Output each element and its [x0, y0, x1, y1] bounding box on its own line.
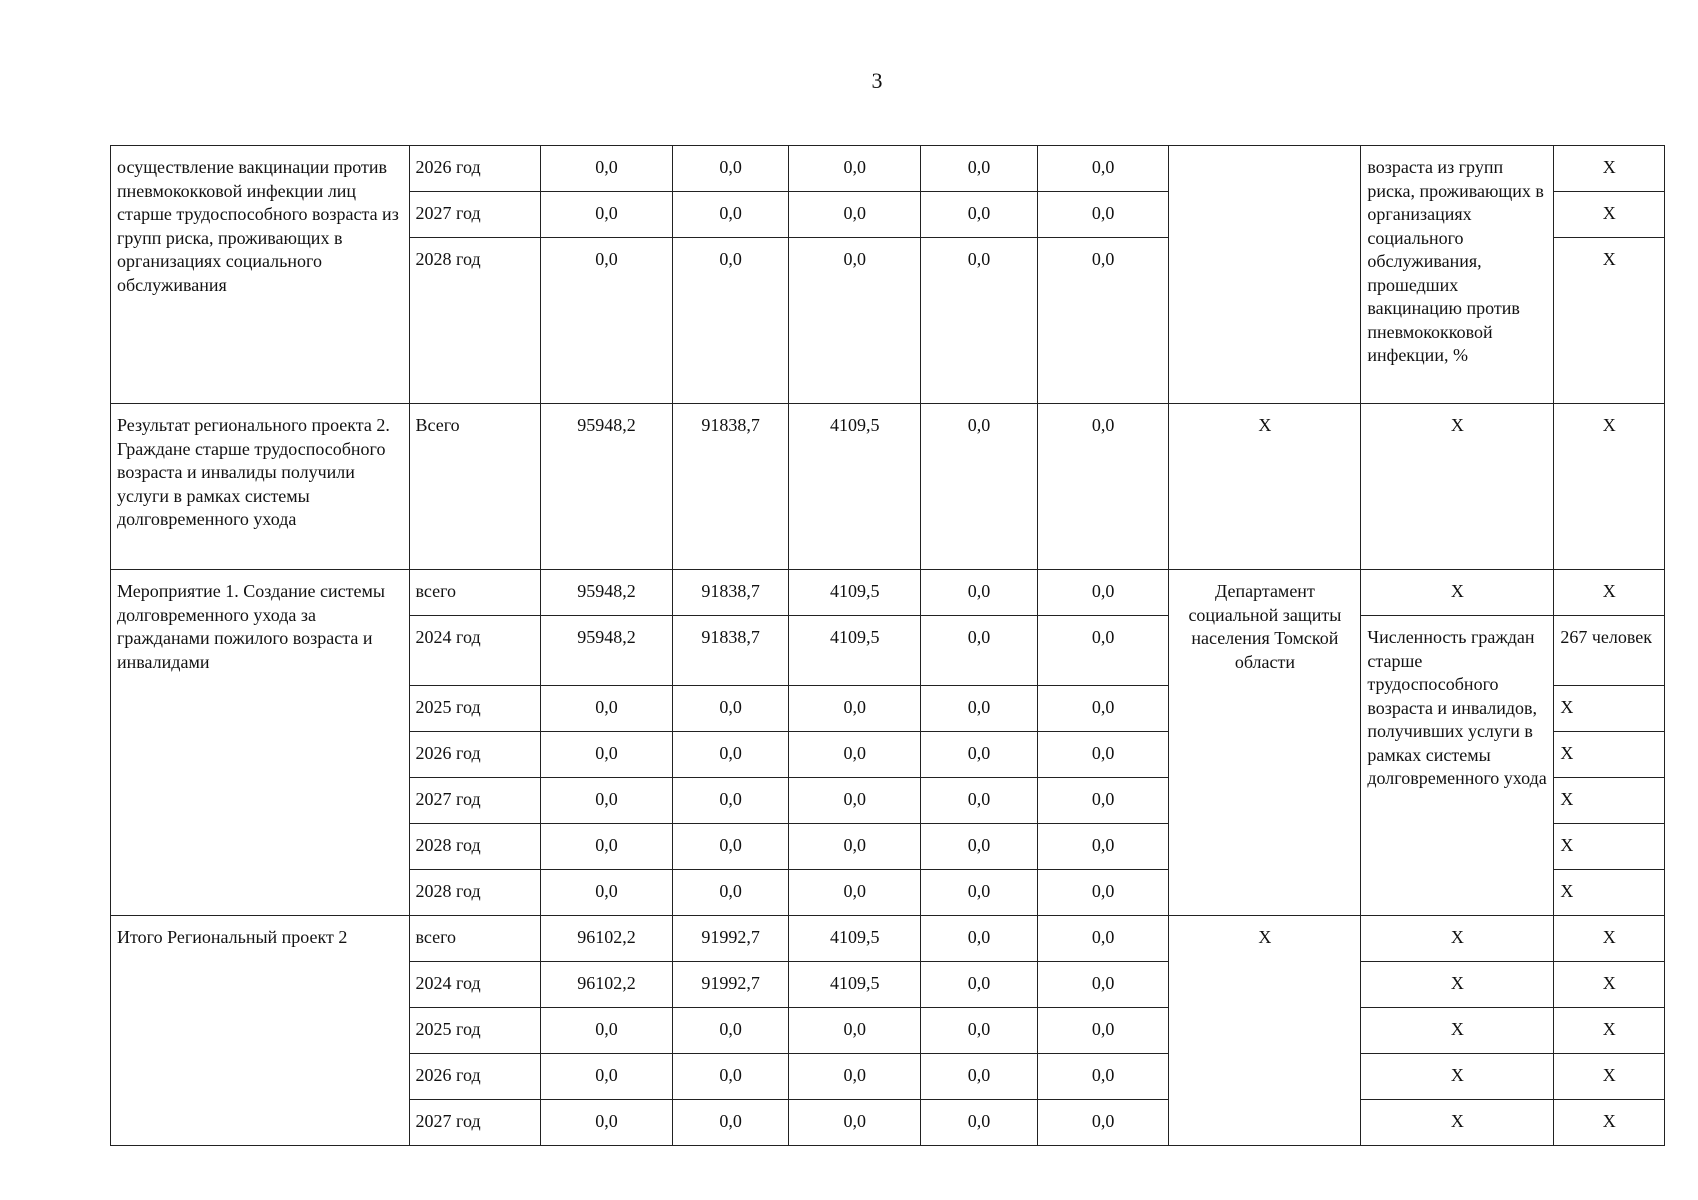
- year-cell: 2028 год: [409, 870, 541, 916]
- responsible-cell: Департамент социальной защиты населения Томской области: [1169, 570, 1361, 916]
- value-cell: 0,0: [541, 778, 673, 824]
- value-cell: 0,0: [1037, 238, 1169, 404]
- value-cell: 0,0: [921, 824, 1038, 870]
- year-cell: 2027 год: [409, 192, 541, 238]
- value-cell: 0,0: [672, 192, 789, 238]
- value-cell: 0,0: [672, 238, 789, 404]
- value-cell: 0,0: [672, 1008, 789, 1054]
- value-cell: 0,0: [921, 962, 1038, 1008]
- target-value-cell: Х: [1554, 1054, 1665, 1100]
- value-cell: 0,0: [789, 824, 921, 870]
- value-cell: 0,0: [921, 570, 1038, 616]
- value-cell: 0,0: [672, 1100, 789, 1146]
- value-cell: 0,0: [921, 404, 1038, 570]
- value-cell: 95948,2: [541, 616, 673, 686]
- measure-name: Мероприятие 1. Создание системы долговременного ухода за гражданами пожилого возраста и инвалидами: [111, 570, 410, 916]
- value-cell: 0,0: [921, 238, 1038, 404]
- value-cell: 0,0: [789, 192, 921, 238]
- value-cell: 0,0: [789, 778, 921, 824]
- value-cell: 91992,7: [672, 962, 789, 1008]
- measure-name: осуществление вакцинации против пневмококковой инфекции лиц старше трудоспособного возраста из групп риска, проживающих в организациях социального обслуживания: [111, 146, 410, 404]
- target-value-cell: Х: [1554, 1100, 1665, 1146]
- year-cell: 2026 год: [409, 732, 541, 778]
- value-cell: 0,0: [541, 824, 673, 870]
- value-cell: 4109,5: [789, 404, 921, 570]
- value-cell: 0,0: [541, 870, 673, 916]
- value-cell: 4109,5: [789, 616, 921, 686]
- value-cell: 91838,7: [672, 616, 789, 686]
- responsible-cell: Х: [1169, 916, 1361, 1146]
- target-value-cell: Х: [1554, 404, 1665, 570]
- year-cell: Всего: [409, 404, 541, 570]
- value-cell: 0,0: [1037, 916, 1169, 962]
- value-cell: 4109,5: [789, 916, 921, 962]
- value-cell: 0,0: [541, 686, 673, 732]
- value-cell: 0,0: [789, 238, 921, 404]
- value-cell: 4109,5: [789, 962, 921, 1008]
- indicator-cell: Х: [1361, 404, 1554, 570]
- indicator-cell: Х: [1361, 1054, 1554, 1100]
- indicator-cell: Х: [1361, 1100, 1554, 1146]
- value-cell: 0,0: [1037, 404, 1169, 570]
- value-cell: 0,0: [1037, 824, 1169, 870]
- value-cell: 0,0: [921, 192, 1038, 238]
- value-cell: 0,0: [541, 1008, 673, 1054]
- value-cell: 0,0: [672, 686, 789, 732]
- value-cell: 91992,7: [672, 916, 789, 962]
- value-cell: 0,0: [921, 616, 1038, 686]
- value-cell: 0,0: [672, 146, 789, 192]
- value-cell: 0,0: [921, 1100, 1038, 1146]
- value-cell: 0,0: [789, 1054, 921, 1100]
- value-cell: 0,0: [672, 824, 789, 870]
- year-cell: 2028 год: [409, 824, 541, 870]
- value-cell: 96102,2: [541, 916, 673, 962]
- table-row: [111, 570, 1665, 616]
- year-cell: 2026 год: [409, 1054, 541, 1100]
- target-value-cell: Х: [1554, 916, 1665, 962]
- value-cell: 4109,5: [789, 570, 921, 616]
- value-cell: 91838,7: [672, 570, 789, 616]
- indicator-cell: Х: [1361, 570, 1554, 616]
- year-cell: 2025 год: [409, 686, 541, 732]
- value-cell: 91838,7: [672, 404, 789, 570]
- table-row: [111, 404, 1665, 570]
- target-value-cell: Х: [1554, 238, 1665, 404]
- target-value-cell: Х: [1554, 824, 1665, 870]
- year-cell: 2027 год: [409, 778, 541, 824]
- year-cell: 2026 год: [409, 146, 541, 192]
- target-value-cell: Х: [1554, 870, 1665, 916]
- value-cell: 0,0: [541, 1054, 673, 1100]
- value-cell: 0,0: [789, 146, 921, 192]
- value-cell: 0,0: [541, 1100, 673, 1146]
- target-value-cell: Х: [1554, 732, 1665, 778]
- value-cell: 0,0: [1037, 146, 1169, 192]
- value-cell: 0,0: [541, 146, 673, 192]
- value-cell: 0,0: [921, 778, 1038, 824]
- indicator-cell: Х: [1361, 962, 1554, 1008]
- value-cell: 0,0: [921, 686, 1038, 732]
- value-cell: 0,0: [921, 916, 1038, 962]
- value-cell: 0,0: [789, 1100, 921, 1146]
- value-cell: 0,0: [1037, 870, 1169, 916]
- target-value-cell: Х: [1554, 146, 1665, 192]
- target-value-cell: Х: [1554, 570, 1665, 616]
- value-cell: 0,0: [921, 732, 1038, 778]
- result-name: Результат регионального проекта 2. Граждане старше трудоспособного возраста и инвалиды получили услуги в рамках системы долговременного ухода: [111, 404, 410, 570]
- year-cell: всего: [409, 570, 541, 616]
- value-cell: 0,0: [921, 1054, 1038, 1100]
- value-cell: 0,0: [672, 732, 789, 778]
- value-cell: 0,0: [541, 732, 673, 778]
- target-value-cell: Х: [1554, 962, 1665, 1008]
- value-cell: 0,0: [1037, 192, 1169, 238]
- value-cell: 95948,2: [541, 404, 673, 570]
- value-cell: 0,0: [1037, 778, 1169, 824]
- target-value-cell: Х: [1554, 778, 1665, 824]
- table-row: [111, 916, 1665, 962]
- target-value-cell: Х: [1554, 686, 1665, 732]
- value-cell: 0,0: [921, 146, 1038, 192]
- value-cell: 0,0: [1037, 1100, 1169, 1146]
- value-cell: 0,0: [1037, 1008, 1169, 1054]
- value-cell: 0,0: [921, 1008, 1038, 1054]
- page-number: 3: [871, 68, 883, 93]
- year-cell: 2028 год: [409, 238, 541, 404]
- indicator-cell: Численность граждан старше трудоспособного возраста и инвалидов, получивших услуги в рамках системы долговременного ухода: [1361, 616, 1554, 916]
- value-cell: 0,0: [1037, 962, 1169, 1008]
- target-value-cell: 267 человек: [1554, 616, 1665, 686]
- value-cell: 0,0: [541, 192, 673, 238]
- indicator-cell: Х: [1361, 916, 1554, 962]
- value-cell: 0,0: [1037, 1054, 1169, 1100]
- value-cell: 0,0: [789, 870, 921, 916]
- year-cell: 2027 год: [409, 1100, 541, 1146]
- budget-table: [110, 145, 1665, 1146]
- total-name: Итого Региональный проект 2: [111, 916, 410, 1146]
- value-cell: 0,0: [789, 1008, 921, 1054]
- year-cell: 2024 год: [409, 616, 541, 686]
- value-cell: 0,0: [1037, 616, 1169, 686]
- value-cell: 0,0: [1037, 686, 1169, 732]
- value-cell: 0,0: [672, 778, 789, 824]
- value-cell: 0,0: [789, 732, 921, 778]
- indicator-cell: Х: [1361, 1008, 1554, 1054]
- year-cell: 2024 год: [409, 962, 541, 1008]
- responsible-cell: Х: [1169, 404, 1361, 570]
- table-row: [111, 146, 1665, 192]
- value-cell: 96102,2: [541, 962, 673, 1008]
- value-cell: 0,0: [789, 686, 921, 732]
- value-cell: 0,0: [921, 870, 1038, 916]
- target-value-cell: Х: [1554, 192, 1665, 238]
- value-cell: 0,0: [672, 870, 789, 916]
- indicator-cell: возраста из групп риска, проживающих в организациях социального обслуживания, прошедших вакцинацию против пневмококковой инфекции, %: [1361, 146, 1554, 404]
- value-cell: 0,0: [1037, 732, 1169, 778]
- year-cell: 2025 год: [409, 1008, 541, 1054]
- responsible-cell: [1169, 146, 1361, 404]
- year-cell: всего: [409, 916, 541, 962]
- value-cell: 0,0: [672, 1054, 789, 1100]
- target-value-cell: Х: [1554, 1008, 1665, 1054]
- value-cell: 0,0: [1037, 570, 1169, 616]
- value-cell: 95948,2: [541, 570, 673, 616]
- value-cell: 0,0: [541, 238, 673, 404]
